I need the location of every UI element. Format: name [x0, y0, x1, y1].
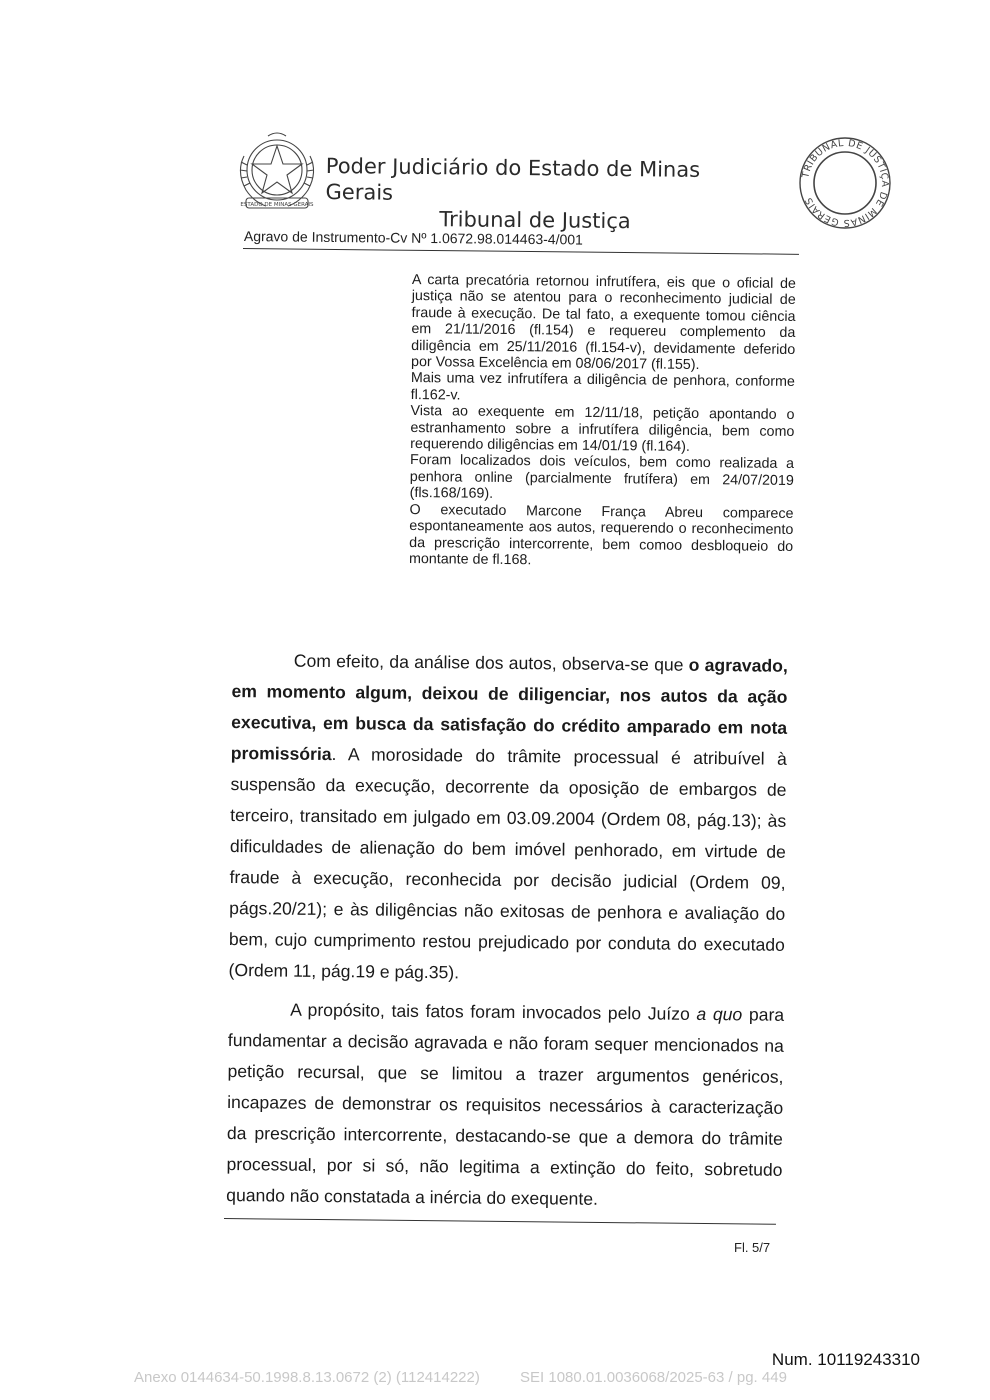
court-subtitle: Tribunal de Justiça: [439, 207, 631, 234]
process-number: Agravo de Instrumento-Cv Nº 1.0672.98.014463-4/001: [243, 228, 583, 248]
header-divider: [243, 248, 799, 255]
quote-paragraph: O executado Marcone França Abreu comparece espontaneamente aos autos, requerendo o reconhecimento da prescrição intercorrente, bem comoo desbloqueio do montante de fl.168.: [408, 501, 794, 569]
court-name: Poder Judiciário do Estado de Minas Gerais: [325, 153, 701, 205]
quote-paragraph: Mais uma vez infrutífera a diligência de penhora, conforme fl.162-v.: [410, 370, 795, 404]
quote-paragraph: Foram localizados dois veículos, bem como realizada a penhora online (parcialmente frutífera) em 24/07/2019 (fls.168/169).: [409, 452, 795, 503]
bold-emphasis: o agravado, em momento algum, deixou de diligenciar, nos autos da ação executiva, em busca da satisfação do crédito amparado em nota promissória: [230, 654, 788, 765]
svg-text:ESTADO DE MINAS GERAIS: ESTADO DE MINAS GERAIS: [240, 202, 314, 208]
court-seal-icon: [797, 135, 893, 231]
quote-paragraph: A carta precatória retornou infrutífera, eis que o oficial de justiça não se atentou para o reconhecimento judicial de fraude à execução. De tal fato, a exequente tomou ciência em 21/11/2016 (fl.154) e requereu complemento da diligência em 25/11/2016 (fl.154-v), devidamente deferido por Vossa Excelência em 08/06/2017 (fl.155).: [410, 272, 796, 374]
page-number: Fl. 5/7: [734, 1240, 771, 1255]
annex-reference: Anexo 0144634-50.1998.8.13.0672 (2) (112414222): [134, 1369, 480, 1386]
italic-term: a quo: [696, 1003, 743, 1025]
body-paragraph-2: A propósito, tais fatos foram invocados pelo Juízo a quo para fundamentar a decisão agravada e não foram sequer mencionados na petição recursal, que se limitou a trazer argumentos genéricos, incapazes de demonstrar os requisitos necessários à caracterização da prescrição intercorrente, destacando-se que a demora do trâmite processual, por si só, não legitima a extinção do feito, sobretudo quando não constatada a inércia do exequente.: [226, 999, 785, 1209]
svg-text:TRIBUNAL DE JUSTIÇA DE MINAS G: TRIBUNAL DE JUSTIÇA DE MINAS GERAIS: [800, 137, 891, 229]
body-text: [226, 645, 788, 1225]
header-title: [325, 153, 746, 235]
sei-footer: [134, 1369, 823, 1386]
body-paragraph-1: Com efeito, da análise dos autos, observa-se que o agravado, em momento algum, deixou de diligenciar, nos autos da ação executiva, em busca da satisfação do crédito amparado em nota promissória. A morosidade do trâmite processual é atribuível à suspensão da execução, decorrente da oposição de embargos de terceiro, transitado em julgado em 03.09.2004 (Ordem 08, pág.13); às dificuldades de alienação do bem imóvel penhorado, em virtude de fraude à execução, reconhecida por decisão judicial (Ordem 09, págs.20/21); e às diligências não exitosas de penhora e avaliação do bem, cujo cumprimento restou prejudicado por conduta do executado (Ordem 11, pág.19 e pág.35).: [228, 650, 788, 983]
quoted-block: [409, 272, 796, 571]
coat-of-arms-icon: [232, 128, 322, 216]
sei-reference: SEI 1080.01.0036068/2025-63 / pg. 449: [520, 1369, 787, 1386]
quote-paragraph: Vista ao exequente em 12/11/18, petição apontando o estranhamento sobre a infrutífera diligência, bem como requerendo diligências em 14/01/19 (fl.164).: [410, 403, 795, 455]
document-number-stamp: Num. 10119243310: [771, 1350, 920, 1369]
